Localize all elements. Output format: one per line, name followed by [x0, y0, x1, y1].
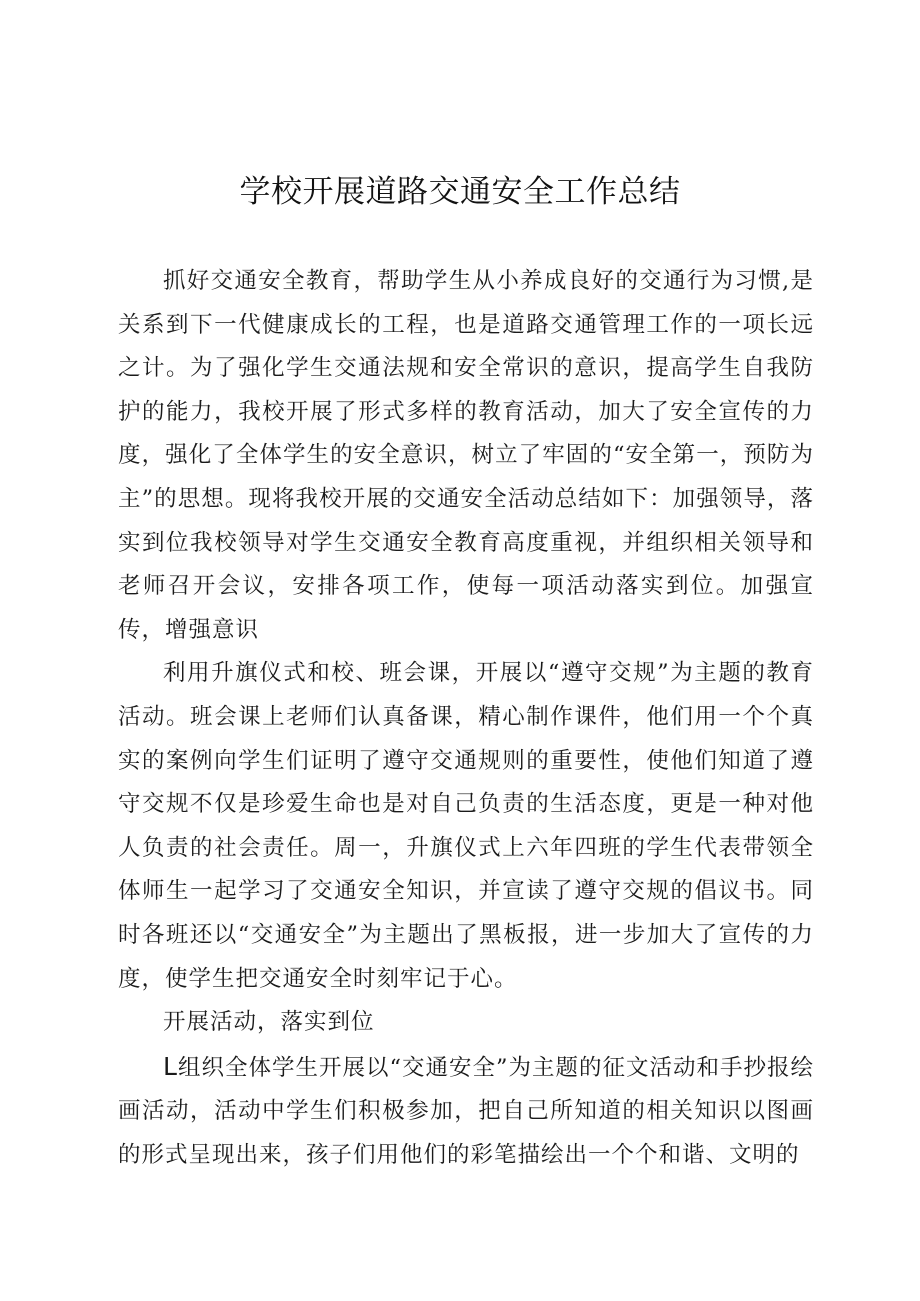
paragraph-publicity: 利用升旗仪式和校、班会课，开展以“遵守交规”为主题的教育活动。班会课上老师们认真备课，精心制作课件，他们用一个个真实的案例向学生们证明了遵守交通规则的重要性，使他们知道了遵守交规不仅是珍爱生命也是对自己负责的生活态度，更是一种对他人负责的社会责任。周一，升旗仪式上六年四班的学生代表带领全体师生一起学习了交通安全知识，并宣读了遵守交规的倡议书。同时各班还以“交通安全”为主题出了黑板报，进一步加大了宣传的力度，使学生把交通安全时刻牢记于心。 — [118, 660, 814, 992]
paragraph-intro: 抓好交通安全教育，帮助学生从小养成良好的交通行为习惯,是关系到下一代健康成长的工程，也是道路交通管理工作的一项长远之计。为了强化学生交通法规和安全常识的意识，提高学生自我防护的能力，我校开展了形式多样的教育活动，加大了安全宣传的力度，强化了全体学生的安全意识，树立了牢固的“安全第一，预防为主”的思想。现将我校开展的交通安全活动总结如下：加强领导，落实到位我校领导对学生交通安全教育高度重视，并组织相关领导和老师召开会议，安排各项工作，使每一项活动落实到位。加强宣传，增强意识 — [118, 268, 814, 643]
list-marker: L — [163, 1051, 178, 1081]
paragraph-activities — [118, 1045, 814, 1178]
document-body — [118, 260, 814, 1177]
section-heading-activities: 开展活动，落实到位 — [163, 1009, 375, 1036]
document-title: 学校开展道路交通安全工作总结 — [239, 174, 681, 210]
paragraph-activities-text: 组织全体学生开展以“交通安全”为主题的征文活动和手抄报绘画活动，活动中学生们积极参加，把自己所知道的相关知识以图画的形式呈现出来，孩子们用他们的彩笔描绘出一个个和谐、文明的 — [118, 1054, 814, 1168]
